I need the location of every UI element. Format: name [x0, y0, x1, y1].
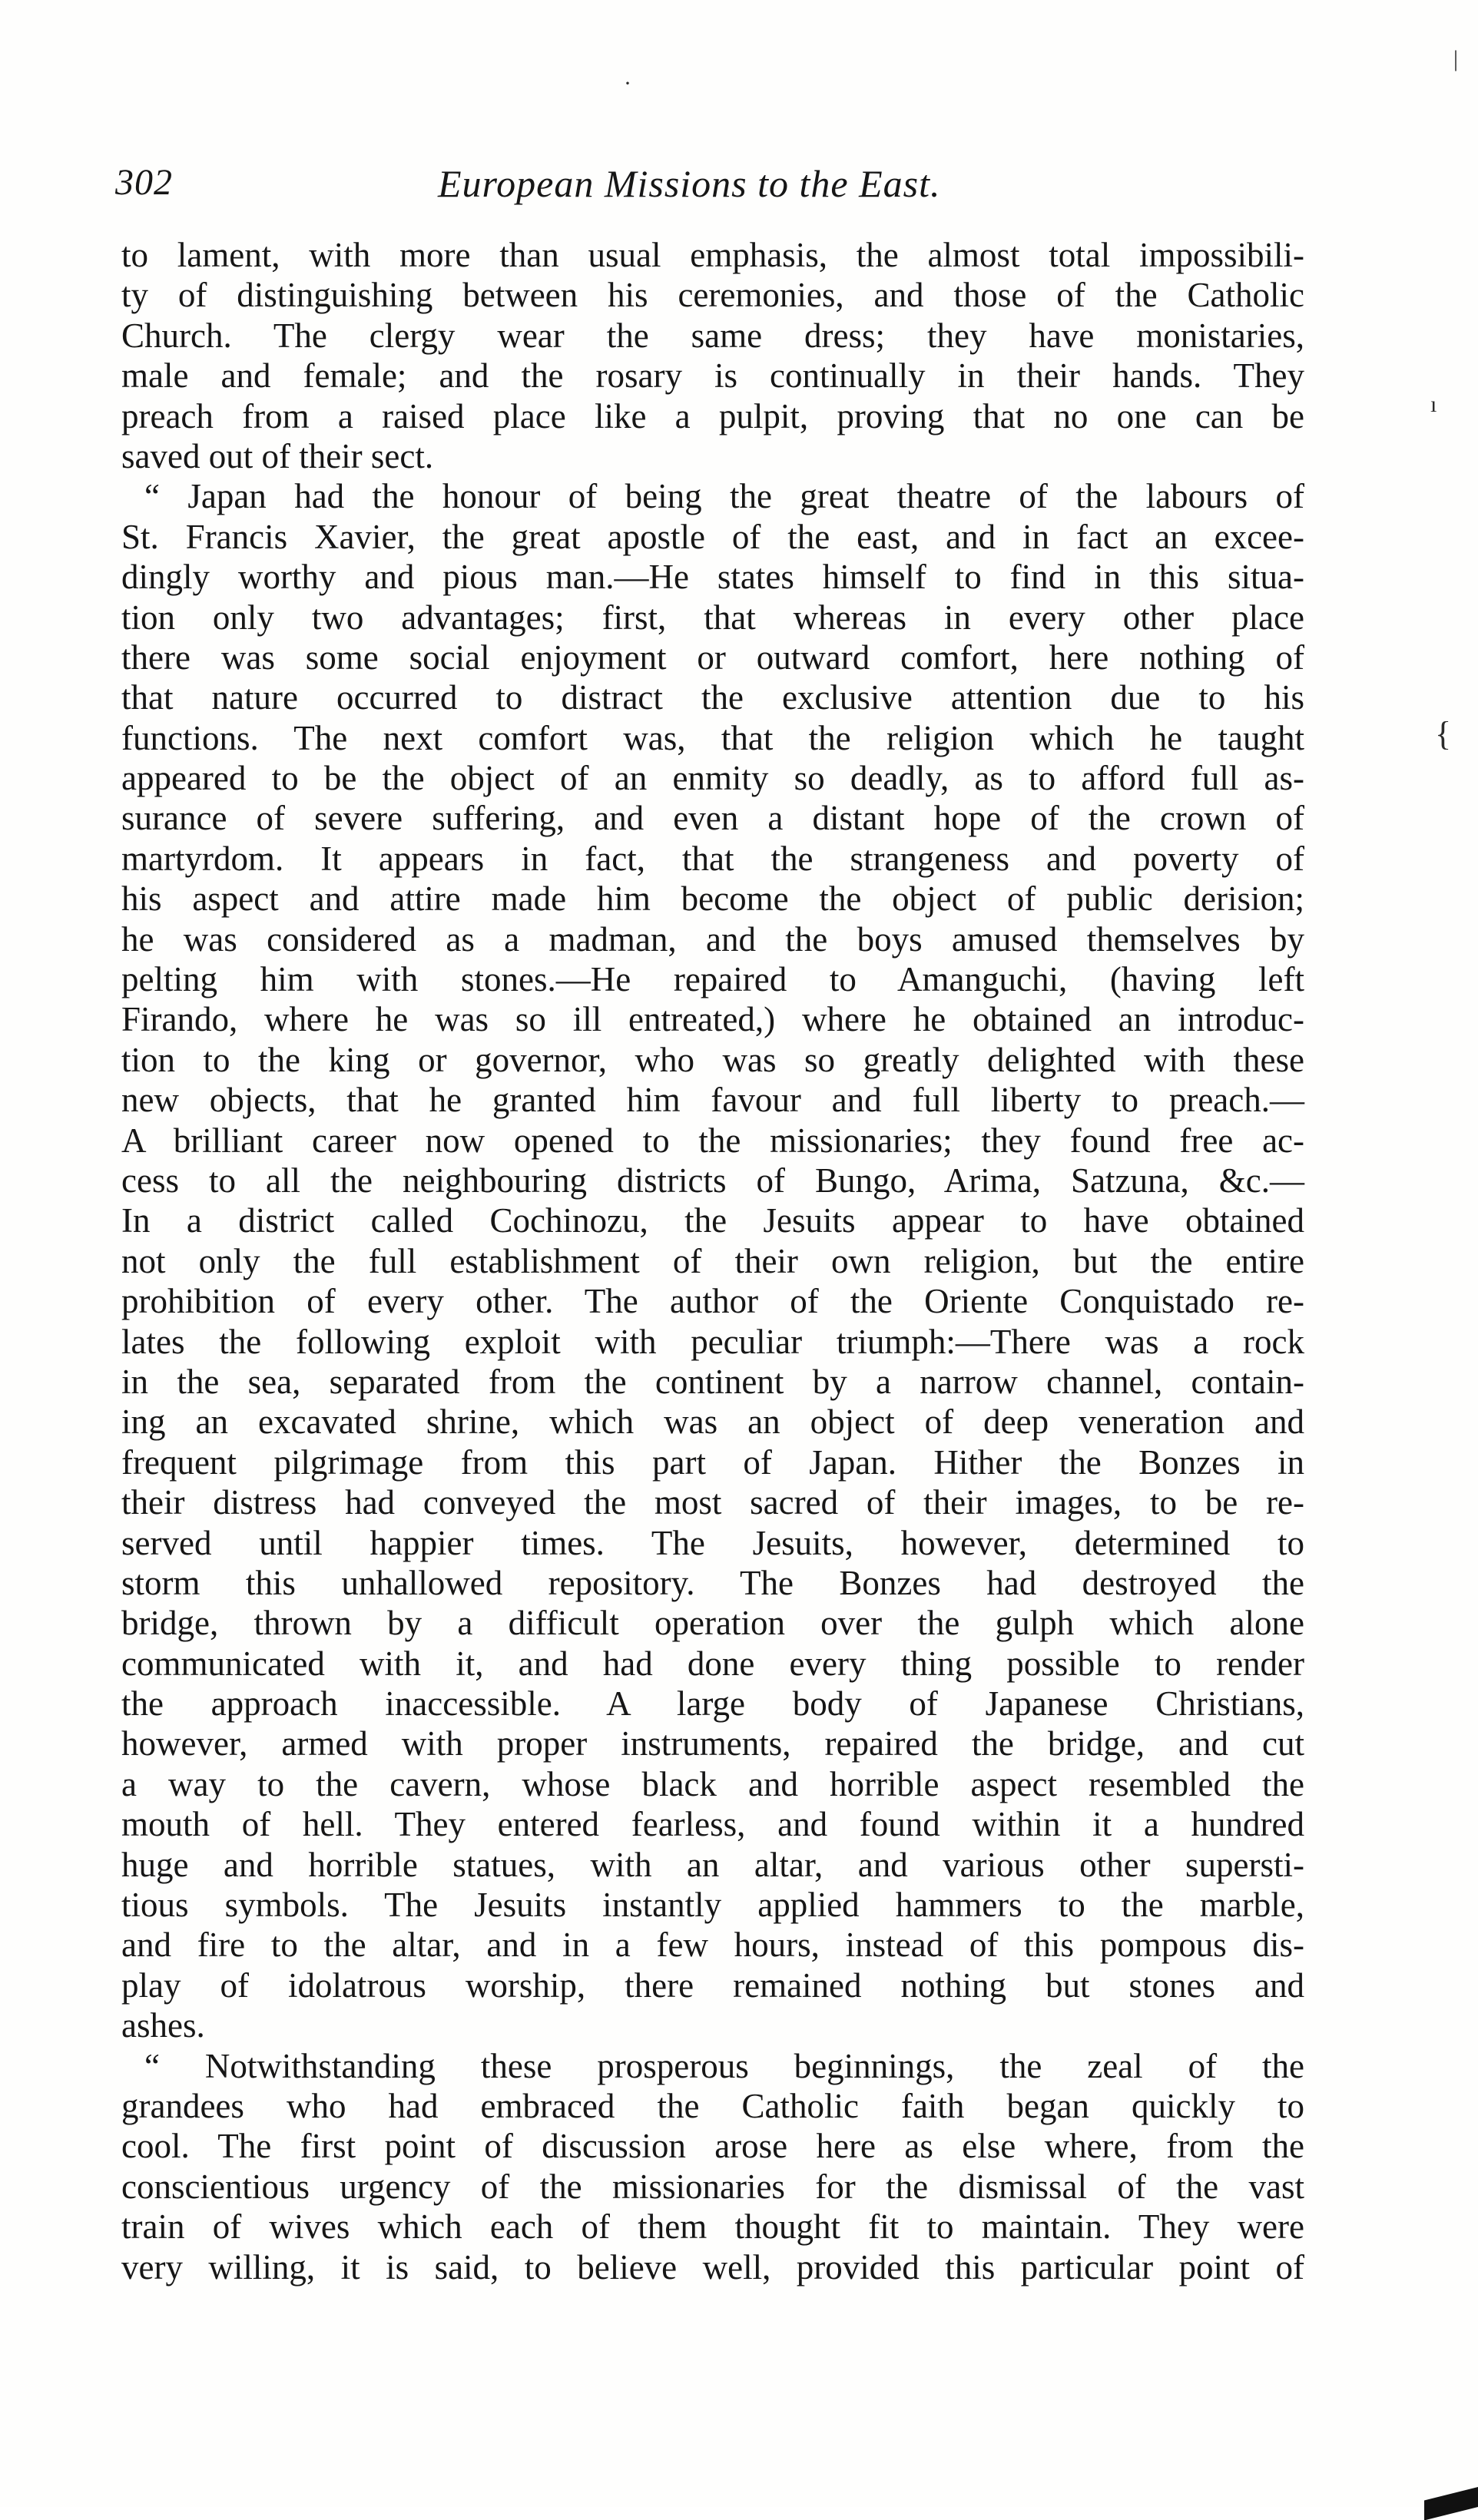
text-line: however, armed with proper instruments, repaired the bridge, and cut	[121, 1724, 1304, 1763]
text-line: lates the following exploit with peculiar triumph:—There was a rock	[121, 1322, 1304, 1361]
text-line: appeared to be the object of an enmity so deadly, as to afford full as-	[121, 759, 1304, 798]
text-line: his aspect and attire made him become the object of public derision;	[121, 879, 1304, 919]
text-line: frequent pilgrimage from this part of Japan. Hither the Bonzes in	[121, 1442, 1304, 1482]
page-number: 302	[115, 162, 173, 203]
text-line: preach from a raised place like a pulpit, proving that no one can be	[121, 396, 1304, 435]
text-line: communicated with it, and had done every thing possible to render	[121, 1644, 1304, 1683]
text-line: grandees who had embraced the Catholic faith began quickly to	[121, 2086, 1304, 2125]
scan-corner-mark	[1424, 2487, 1478, 2520]
text-line: cess to all the neighbouring districts of Bungo, Arima, Satzuna, &c.—	[121, 1161, 1304, 1200]
text-line: there was some social enjoyment or outward comfort, here nothing of	[121, 637, 1304, 677]
text-line: train of wives which each of them thought fit to maintain. They were	[121, 2207, 1304, 2247]
text-line: St. Francis Xavier, the great apostle of the east, and in fact an excee-	[121, 517, 1304, 556]
text-line: he was considered as a madman, and the boys amused themselves by	[121, 919, 1304, 959]
text-line: saved out of their sect.	[121, 436, 434, 475]
running-title: European Missions to the East.	[438, 162, 941, 205]
margin-bracket-right: {	[1435, 715, 1452, 753]
text-line: surance of severe suffering, and even a distant hope of the crown of	[121, 799, 1304, 838]
text-line: A brilliant career now opened to the missionaries; they found free ac-	[121, 1121, 1304, 1160]
text-line: tious symbols. The Jesuits instantly applied hammers to the marble,	[121, 1886, 1304, 1925]
text-line: functions. The next comfort was, that the religion which he taught	[121, 718, 1304, 757]
text-line: in the sea, separated from the continent by a narrow channel, contain-	[121, 1362, 1304, 1401]
text-line: pelting him with stones.—He repaired to Amanguchi, (having left	[121, 960, 1304, 999]
text-line: the approach inaccessible. A large body of Japanese Christians,	[121, 1684, 1304, 1724]
text-line: male and female; and the rosary is continually in their hands. They	[121, 356, 1304, 396]
text-line: prohibition of every other. The author of the Oriente Conquistado re-	[121, 1282, 1304, 1321]
text-line: their distress had conveyed the most sacred of their images, to be re-	[121, 1483, 1304, 1522]
paragraph-3	[121, 2046, 1304, 2287]
text-line: cool. The first point of discussion arose here as else where, from the	[121, 2127, 1304, 2166]
running-head	[115, 161, 1314, 215]
text-line: served until happier times. The Jesuits, however, determined to	[121, 1523, 1304, 1562]
paragraph-2	[121, 476, 1304, 2045]
text-line: that nature occurred to distract the exclusive attention due to his	[121, 678, 1304, 717]
text-line: very willing, it is said, to believe well, provided this particular point of	[121, 2247, 1304, 2287]
text-line: and fire to the altar, and in a few hours, instead of this pompous dis-	[121, 1926, 1304, 1965]
text-line: conscientious urgency of the missionaries for the dismissal of the vast	[121, 2167, 1304, 2206]
text-line: huge and horrible statues, with an altar, and various other supersti-	[121, 1845, 1304, 1884]
text-line: bridge, thrown by a difficult operation over the gulph which alone	[121, 1604, 1304, 1643]
text-line: dingly worthy and pious man.—He states himself to find in this situa-	[121, 558, 1304, 597]
text-line: martyrdom. It appears in fact, that the strangeness and poverty of	[121, 839, 1304, 878]
text-line: tion only two advantages; first, that whereas in every other place	[121, 598, 1304, 637]
text-line: to lament, with more than usual emphasis, the almost total impossibili-	[121, 236, 1304, 274]
paragraph-1	[121, 235, 1304, 476]
text-line: storm this unhallowed repository. The Bonzes had destroyed the	[121, 1563, 1304, 1602]
text-line: new objects, that he granted him favour and full liberty to preach.—	[121, 1081, 1304, 1120]
margin-mark-top-right: |	[1453, 46, 1459, 71]
text-line: In a district called Cochinozu, the Jesuits appear to have obtained	[121, 1201, 1304, 1240]
text-line: “ Notwithstanding these prosperous beginnings, the zeal of the	[144, 2046, 1304, 2085]
margin-mark-right: ı	[1430, 392, 1437, 417]
text-line: Firando, where he was so ill entreated,) where he obtained an introduc-	[121, 1000, 1304, 1039]
text-line: play of idolatrous worship, there remained nothing but stones and	[121, 1965, 1304, 2005]
ink-speck-top: ·	[624, 71, 631, 96]
text-line: Church. The clergy wear the same dress; they have monistaries,	[121, 316, 1304, 355]
text-line: ing an excavated shrine, which was an object of deep veneration and	[121, 1402, 1304, 1442]
text-line: ashes.	[121, 2006, 205, 2045]
text-line: “ Japan had the honour of being the great theatre of the labours of	[144, 477, 1304, 516]
text-line: mouth of hell. They entered fearless, and found within it a hundred	[121, 1805, 1304, 1844]
body-text	[121, 235, 1304, 2287]
text-line: not only the full establishment of their own religion, but the entire	[121, 1241, 1304, 1280]
text-line: a way to the cavern, whose black and horrible aspect resembled the	[121, 1764, 1304, 1803]
text-line: ty of distinguishing between his ceremonies, and those of the Catholic	[121, 276, 1304, 315]
text-line: tion to the king or governor, who was so greatly delighted with these	[121, 1040, 1304, 1079]
